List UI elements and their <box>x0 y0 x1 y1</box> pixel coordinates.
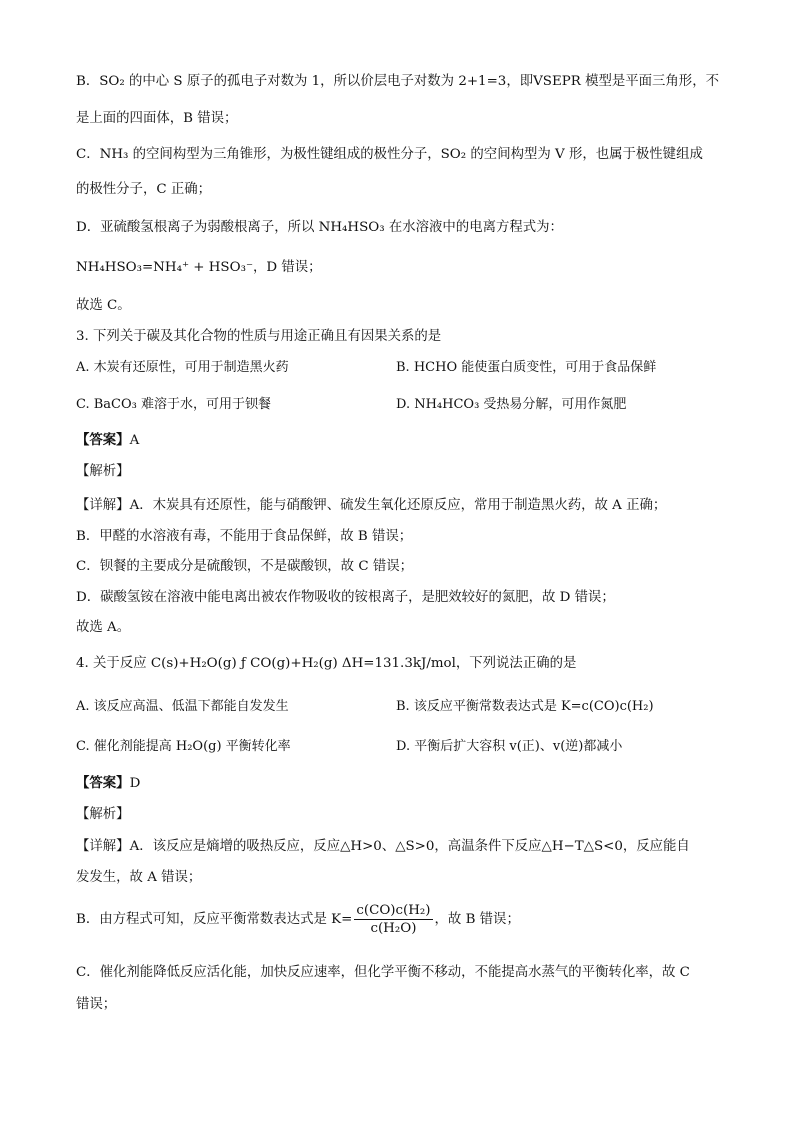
answer-line <box>76 773 140 794</box>
question-3-stem: 3. 下列关于碳及其化合物的性质与用途正确且有因果关系的是 <box>76 329 442 344</box>
text-line: D．亚硫酸氢根离子为弱酸根离子，所以 NH₄HSO₃ 在水溶液中的电离方程式为： <box>76 220 563 235</box>
answer-value: A <box>129 433 140 448</box>
text-line: B．甲醛的水溶液有毒，不能用于食品保鲜，故 B 错误； <box>76 529 413 544</box>
fraction-prefix: B．由方程式可知，反应平衡常数表达式是 K= <box>76 912 353 927</box>
text-line: C．催化剂能降低反应活化能，加快反应速率，但化学平衡不移动，不能提高水蒸气的平衡转化率，故 C <box>76 965 690 980</box>
detail-text: A．该反应是熵增的吸热反应，反应△H>0、△S>0，高温条件下反应△H−T△S<0，反应能自 <box>129 839 690 854</box>
analysis-tag: 【解析】 <box>76 807 130 822</box>
q3-option-c: C. BaCO₃ 难溶于水，可用于钡餐 <box>76 397 272 412</box>
detail-text: A．木炭具有还原性，能与硝酸钾、硫发生氧化还原反应，常用于制造黑火药，故 A 正确； <box>129 498 667 513</box>
detail-line <box>76 837 690 857</box>
answer-value: D <box>129 776 141 791</box>
text-line: B．SO₂ 的中心 S 原子的孤电子对数为 1，所以价层电子对数为 2+1=3，即VSEPR 模型是平面三角形，不 <box>76 74 719 89</box>
fraction-line <box>76 902 520 938</box>
q4-option-a: A. 该反应高温、低温下都能自发发生 <box>76 699 289 714</box>
q4-option-b: B. 该反应平衡常数表达式是 K=c(CO)c(H₂) <box>396 699 654 714</box>
analysis-tag: 【解析】 <box>76 464 130 479</box>
answer-line <box>76 430 139 451</box>
fraction-numerator: c(CO)c(H₂) <box>356 903 431 918</box>
q3-option-b: B. HCHO 能使蛋白质变性，可用于食品保鲜 <box>396 360 657 375</box>
text-line: C．钡餐的主要成分是硫酸钡，不是碳酸钡，故 C 错误； <box>76 559 413 574</box>
detail-tag: 【详解】 <box>76 839 130 854</box>
text-line: 错误； <box>76 997 117 1012</box>
equilibrium-fraction <box>354 902 432 937</box>
q4-option-c: C. 催化剂能提高 H₂O(g) 平衡转化率 <box>76 739 291 754</box>
answer-tag: 【答案】 <box>76 775 130 791</box>
text-line: 的极性分子，C 正确； <box>76 182 212 197</box>
question-4-stem: 4. 关于反应 C(s)+H₂O(g) ƒ CO(g)+H₂(g) ΔH=131.3kJ/mol，下列说法正确的是 <box>76 656 577 671</box>
detail-tag: 【详解】 <box>76 498 130 513</box>
text-line: 是上面的四面体，B 错误； <box>76 111 238 126</box>
equation-line: NH₄HSO₃=NH₄⁺ + HSO₃⁻，D 错误； <box>76 260 322 275</box>
q4-option-d: D. 平衡后扩大容积 v(正)、v(逆)都减小 <box>396 739 623 754</box>
text-line: D．碳酸氢铵在溶液中能电离出被农作物吸收的铵根离子，是肥效较好的氮肥，故 D 错误； <box>76 590 615 605</box>
detail-line <box>76 496 666 516</box>
text-line: 故选 A。 <box>76 620 131 635</box>
text-line: 发发生，故 A 错误； <box>76 870 202 885</box>
q3-option-d: D. NH₄HCO₃ 受热易分解，可用作氮肥 <box>396 397 627 412</box>
text-line: C．NH₃ 的空间构型为三角锥形，为极性键组成的极性分子，SO₂ 的空间构型为 V 形，也属于极性键组成 <box>76 147 703 162</box>
q3-option-a: A. 木炭有还原性，可用于制造黑火药 <box>76 360 289 375</box>
fraction-denominator: c(H₂O) <box>370 921 417 936</box>
fraction-suffix: ，故 B 错误； <box>434 912 520 927</box>
answer-tag: 【答案】 <box>76 432 130 448</box>
text-line: 故选 C。 <box>76 298 131 313</box>
